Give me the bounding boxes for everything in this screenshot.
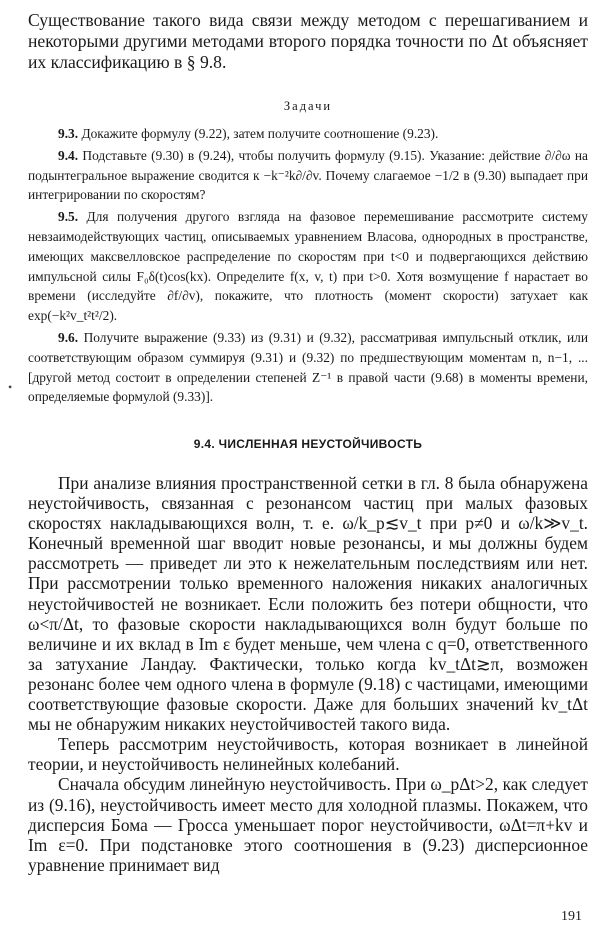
body-paragraph: При анализе влияния пространственной сетки в гл. 8 была обнаружена неустойчивость, связанная с резонансом частиц при малых фазовых скоростях накладывающихся волн, т. е. ω/k_p≲v_t при p≠0 и ω/k≫v_t. Конечный временной шаг вводит новые резонансы, и мы должны будем рассмотреть — приведет ли это к нежелательным последствиям или нет. При рассмотрении только временного наложения никаких аналогичных неустойчивостей не возникает. Если положить без потери общности, что ω<π/Δt, то фазовые скорости накладывающихся волн будут больше по величине и их вклад в Im ε будет меньше, чем члена с q=0, ответственного за затухание Ландау. Фактически, только когда kv_tΔt≳π, возможен резонанс более чем одного члена в формуле (9.18) с частицами, имеющими соответствующие фазовые скорости. Даже для больших значений kv_tΔt мы не обнаружим никаких неустойчивостей такого вида. bbox=[28, 473, 588, 735]
problem-text: Для получения другого взгляда на фазовое перемешивание рассмотрите систему невзаимодействующих частиц, описываемых уравнением Власова, однородных в пространстве, имеющих максвелловское распределение по скоростям при t<0 и подвергающихся действию импульсной силы F₀δ(t)cos(kx). Определите f(x, v, t) при t>0. Хотя возмущение f нарастает во времени (исследуйте ∂f/∂v), покажите, что плотность (момент скорости) затухает как exp(−k²v_t²t²/2). bbox=[28, 209, 588, 324]
problem-text: Докажите формулу (9.22), затем получите соотношение (9.23). bbox=[81, 126, 439, 141]
problem-number: 9.4. bbox=[58, 147, 79, 163]
problem-item bbox=[28, 328, 588, 407]
problem-number: 9.5. bbox=[58, 209, 79, 225]
tasks-heading: Задачи bbox=[283, 99, 333, 113]
body-paragraph: Сначала обсудим линейную неустойчивость. При ω_pΔt>2, как следует из (9.16), неустойчивость имеет место для холодной плазмы. Покажем, что дисперсия Бома — Гросса уменьшает порог неустойчивости, ωΔt=π+kv и Im ε=0. При подстановке этого соотношения в (9.23) дисперсионное уравнение принимает вид bbox=[28, 774, 588, 875]
problem-item bbox=[28, 146, 588, 205]
problems-list bbox=[28, 124, 588, 409]
problem-number: 9.6. bbox=[58, 329, 79, 345]
problem-item bbox=[28, 207, 588, 326]
problem-number: 9.3. bbox=[58, 126, 79, 141]
section-heading: 9.4. ЧИСЛЕННАЯ НЕУСТОЙЧИВОСТЬ bbox=[193, 437, 423, 451]
body-paragraph: Теперь рассмотрим неустойчивость, которая возникает в линейной теории, и неустойчивость нелинейных колебаний. bbox=[28, 734, 588, 775]
intro-paragraph: Существование такого вида связи между методом с перешагиванием и некоторыми другими методами второго порядка точности по Δt объясняет их классификацию в § 9.8. bbox=[28, 10, 588, 72]
problem-text: Подставьте (9.30) в (9.24), чтобы получить формулу (9.15). Указание: действие ∂/∂ω на подынтегральное выражение сводится к −k⁻²k∂/∂v. Почему слагаемое −1/2 в (9.30) выпадает при интегрировании по скоростям? bbox=[28, 147, 588, 203]
page-number: 191 bbox=[561, 909, 582, 924]
margin-dot: • bbox=[8, 380, 13, 394]
problem-item bbox=[28, 124, 588, 144]
section-body bbox=[28, 473, 588, 875]
problem-text: Получите выражение (9.33) из (9.31) и (9.32), рассматривая импульсный отклик, или соответствующим образом суммируя (9.31) и (9.32) по предшествующим моментам n, n−1, ... [другой метод состоит в определении степеней Z⁻¹ в правой части (9.68) в моменты времени, определяемые формулой (9.33)]. bbox=[28, 329, 588, 405]
